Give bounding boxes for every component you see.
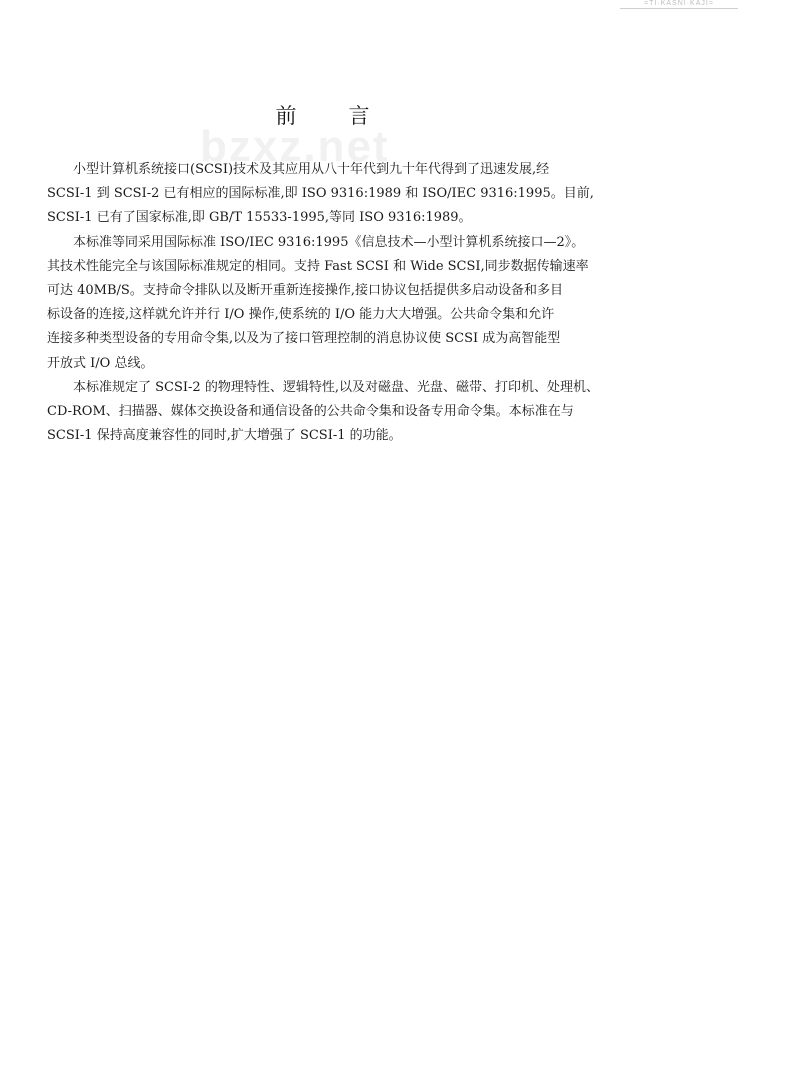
foreword-body <box>47 158 603 448</box>
paragraph-line: 本标准规定了 SCSI-2 的物理特性、逻辑特性,以及对磁盘、光盘、磁带、打印机、处理机、 <box>73 379 599 395</box>
page-title: 前言 <box>275 104 422 128</box>
paragraph-1 <box>47 158 603 231</box>
paragraph-line: 开放式 I/O 总线。 <box>47 355 154 371</box>
paragraph-line: 本标准等同采用国际标准 ISO/IEC 9316:1995《信息技术—小型计算机系统接口—2》。 <box>73 234 585 250</box>
paragraph-line: 其技术性能完全与该国际标准规定的相同。支持 Fast SCSI 和 Wide SCSI,同步数据传输速率 <box>47 258 589 274</box>
paragraph-line: 连接多种类型设备的专用命令集,以及为了接口管理控制的消息协议使 SCSI 成为高智能型 <box>47 331 561 347</box>
paragraph-line: SCSI-1 到 SCSI-2 已有相应的国际标准,即 ISO 9316:1989 和 ISO/IEC 9316:1995。目前, <box>47 186 594 202</box>
paragraph-line: SCSI-1 保持高度兼容性的同时,扩大增强了 SCSI-1 的功能。 <box>47 428 402 444</box>
paragraph-line: 可达 40MB/S。支持命令排队以及断开重新连接操作,接口协议包括提供多启动设备和多目 <box>47 283 563 299</box>
paragraph-line: 小型计算机系统接口(SCSI)技术及其应用从八十年代到九十年代得到了迅速发展,经 <box>73 162 550 177</box>
watermark-text: bzxz.net <box>200 122 390 171</box>
paragraph-line: CD-ROM、扫描器、媒体交换设备和通信设备的公共命令集和设备专用命令集。本标准在与 <box>47 404 574 420</box>
paragraph-line: SCSI-1 已有了国家标准,即 GB/T 15533-1995,等同 ISO 9316:1989。 <box>47 210 472 226</box>
header-watermark: =TI·KASNI·KAJI= <box>620 0 738 9</box>
paragraph-line: 标设备的连接,这样就允许并行 I/O 操作,使系统的 I/O 能力大大增强。公共命令集和允许 <box>47 307 555 323</box>
paragraph-3 <box>47 376 603 449</box>
paragraph-2 <box>47 231 603 376</box>
